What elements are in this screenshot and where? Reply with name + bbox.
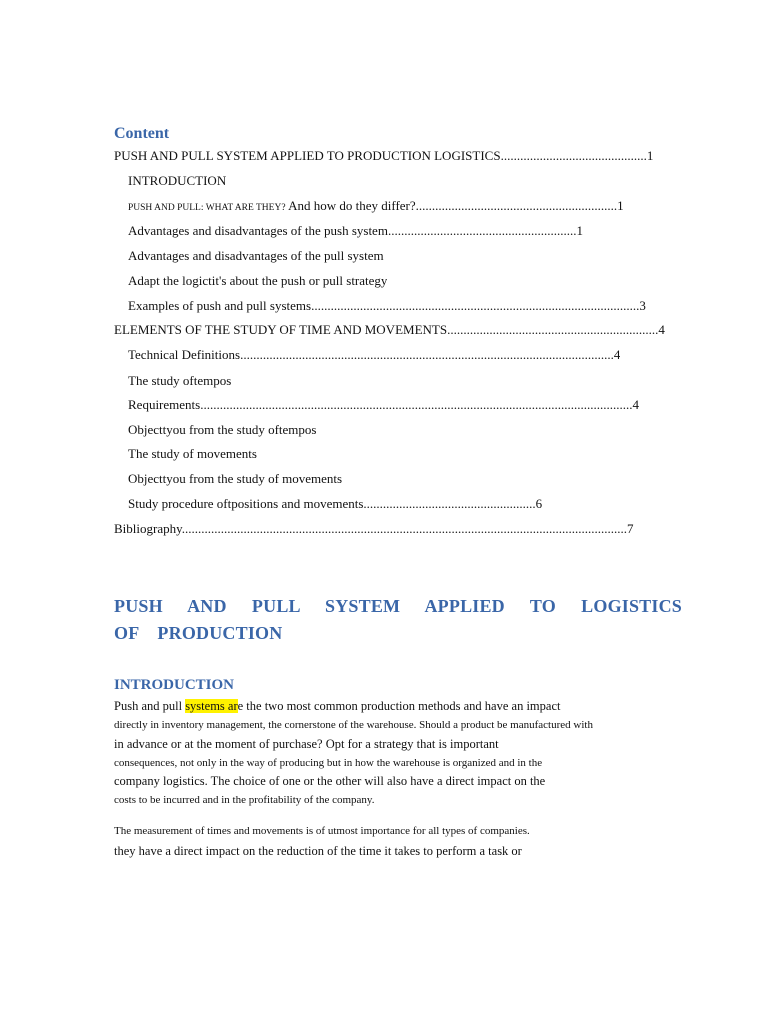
toc-page-number: 6 [535,496,543,511]
toc-leader: ..................................................................................................... [311,298,640,313]
toc-entry-text: Bibliography [114,521,182,536]
toc-leader: ......................................................................................................................................... [181,521,628,536]
toc-entry-text: INTRODUCTION [128,173,227,188]
paragraph-line: directly in inventory management, the cornerstone of the warehouse. Should a product be manufactured with [114,719,593,731]
toc-page-number: 1 [646,148,654,163]
toc-leader: ..................................................................................................................................... [200,397,633,412]
toc-entry-text: Study procedure oftpositions and movements [128,496,364,511]
toc-page-number: 1 [617,198,624,213]
section-heading: PUSH AND PULL SYSTEM APPLIED TO LOGISTICS OF PRODUCTION [114,596,682,643]
toc-entry-text: Advantages and disadvantages of the push system [128,223,388,238]
toc-entry[interactable] [128,422,316,438]
toc-entry-text: PUSH AND PULL SYSTEM APPLIED TO PRODUCTION LOGISTICS [114,148,501,163]
toc-leader: ................................................................................................................... [240,347,614,362]
toc-entry[interactable] [128,471,342,487]
toc-leader: .......................................................... [387,223,577,238]
highlighted-text: systems ar [185,699,238,713]
toc-entry[interactable] [128,373,231,389]
toc-entry[interactable] [114,148,684,164]
paragraph-line: consequences, not only in the way of producing but in how the warehouse is organized and in the [114,757,543,769]
toc-entry-text: And how do they differ? [285,198,416,213]
toc-entry[interactable] [128,223,583,239]
toc-entry[interactable] [128,173,226,189]
paragraph-line: in advance or at the moment of purchase? Opt for a strategy that is important [114,737,499,751]
paragraph-line: costs to be incurred and in the profitability of the company. [114,794,375,806]
toc-entry-text: ELEMENTS OF THE STUDY OF TIME AND MOVEMENTS [114,322,448,337]
toc-entry-prefix: PUSH AND PULL: WHAT ARE THEY? [128,203,286,213]
toc-entry-text: Advantages and disadvantages of the pull system [128,248,384,263]
toc-leader: ..................................................... [363,496,536,511]
toc-leader: ................................................................. [447,322,659,337]
toc-page-number: 3 [639,298,646,313]
toc-entry-text: Requirements [128,397,201,412]
toc-entry[interactable] [128,496,542,512]
toc-entry-text: Examples of push and pull systems [128,298,312,313]
paragraph-line: company logistics. The choice of one or the other will also have a direct impact on the [114,774,546,788]
toc-page-number: 4 [632,397,639,412]
toc-entry-text: Objecttyou from the study of movements [128,471,343,486]
text-run: Push and pull [114,699,186,713]
paragraph-line: they have a direct impact on the reduction of the time it takes to perform a task or [114,844,522,858]
section-subheading: INTRODUCTION [114,677,235,693]
paragraph-line: The measurement of times and movements is of utmost importance for all types of companies. [114,825,530,837]
toc-entry[interactable] [114,322,665,338]
toc-entry[interactable] [128,198,624,216]
toc-entry[interactable] [128,347,620,363]
toc-entry-text: Objecttyou from the study oftempos [128,422,317,437]
toc-entry[interactable] [128,446,257,462]
toc-page-number: 4 [613,347,621,362]
text-run: e the two most common production methods and have an impact [237,699,561,713]
toc-entry[interactable] [128,273,387,289]
toc-page-number: 1 [576,223,583,238]
toc-entry-text: The study of movements [128,446,257,461]
toc-entry[interactable] [128,248,384,264]
toc-entry[interactable] [114,521,634,537]
toc-entry[interactable] [128,397,639,413]
toc-page-number: 7 [627,521,634,536]
toc-entry-text: The study oftempos [128,373,232,388]
toc-leader: ............................................. [500,148,647,163]
toc-entry[interactable] [128,298,646,314]
toc-entry-text: Technical Definitions [128,347,241,362]
paragraph-line [114,698,560,714]
toc-title: Content [114,125,170,142]
toc-page-number: 4 [658,322,665,337]
toc-entry-text: Adapt the logictit's about the push or pull strategy [128,273,388,288]
toc-leader: .............................................................. [415,198,618,213]
